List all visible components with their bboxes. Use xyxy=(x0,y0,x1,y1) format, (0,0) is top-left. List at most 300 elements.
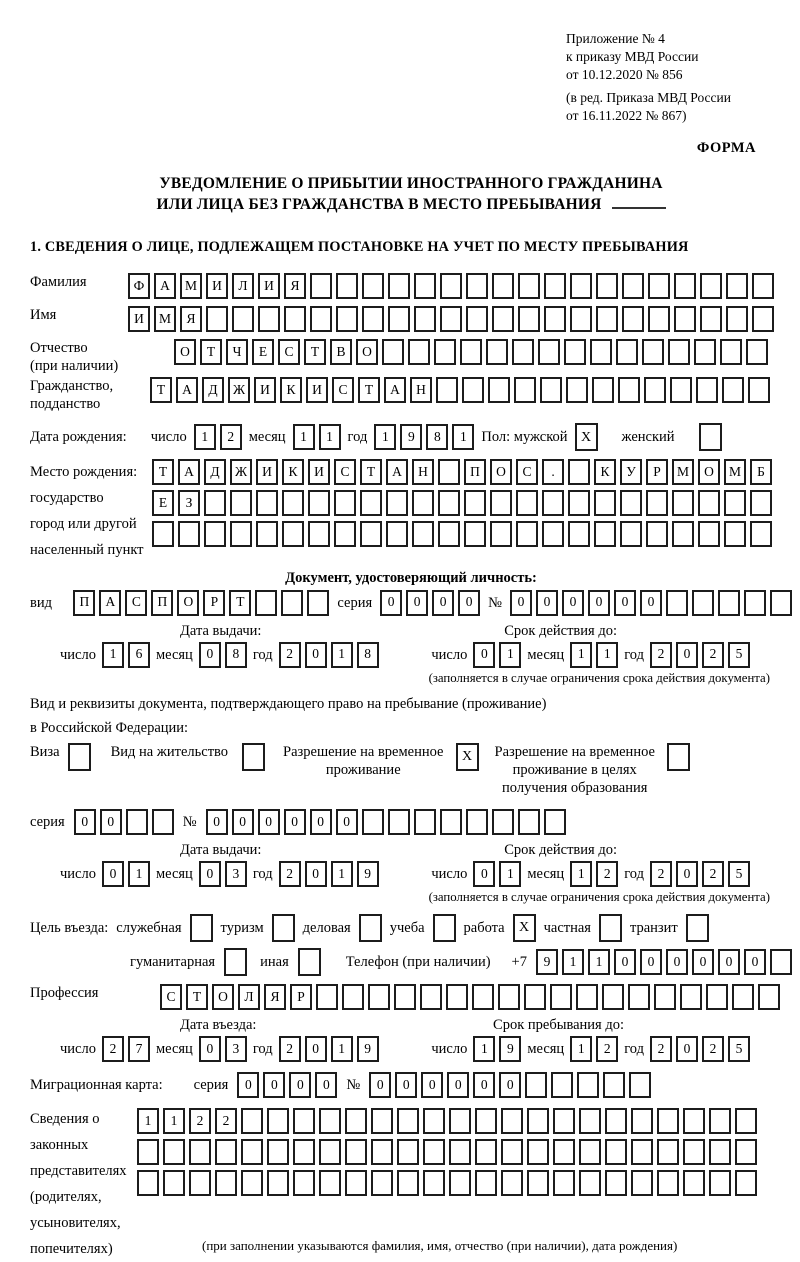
purpose-private-checkbox[interactable] xyxy=(599,914,622,942)
char-cell[interactable] xyxy=(618,377,640,403)
char-cell[interactable] xyxy=(735,1108,757,1134)
char-cell[interactable] xyxy=(564,339,586,365)
char-cell[interactable]: 0 xyxy=(206,809,228,835)
char-cell[interactable] xyxy=(310,273,332,299)
char-cell[interactable]: 2 xyxy=(650,861,672,887)
char-cell[interactable] xyxy=(189,1139,211,1165)
char-cell[interactable]: 0 xyxy=(432,590,454,616)
char-cell[interactable]: 0 xyxy=(676,1036,698,1062)
char-cell[interactable]: Ж xyxy=(230,459,252,485)
char-cell[interactable] xyxy=(752,306,774,332)
char-cell[interactable] xyxy=(486,339,508,365)
char-cell[interactable] xyxy=(527,1108,549,1134)
char-cell[interactable] xyxy=(414,273,436,299)
char-cell[interactable] xyxy=(388,809,410,835)
char-cell[interactable] xyxy=(230,521,252,547)
char-cell[interactable]: 0 xyxy=(369,1072,391,1098)
char-cell[interactable]: А xyxy=(99,590,121,616)
char-cell[interactable] xyxy=(189,1170,211,1196)
char-cell[interactable]: С xyxy=(160,984,182,1010)
char-cell[interactable]: В xyxy=(330,339,352,365)
char-cell[interactable] xyxy=(501,1139,523,1165)
char-cell[interactable] xyxy=(590,339,612,365)
char-cell[interactable] xyxy=(293,1108,315,1134)
char-cell[interactable]: 1 xyxy=(194,424,216,450)
char-cell[interactable]: Т xyxy=(229,590,251,616)
char-cell[interactable] xyxy=(438,521,460,547)
char-cell[interactable] xyxy=(215,1139,237,1165)
char-cell[interactable]: М xyxy=(724,459,746,485)
char-cell[interactable]: 2 xyxy=(220,424,242,450)
purpose-study-checkbox[interactable] xyxy=(433,914,456,942)
purpose-humanitarian-checkbox[interactable] xyxy=(224,948,247,976)
char-cell[interactable] xyxy=(758,984,780,1010)
char-cell[interactable]: 0 xyxy=(100,809,122,835)
char-cell[interactable]: С xyxy=(516,459,538,485)
char-cell[interactable]: 0 xyxy=(74,809,96,835)
char-cell[interactable]: 0 xyxy=(232,809,254,835)
char-cell[interactable] xyxy=(178,521,200,547)
char-cell[interactable] xyxy=(434,339,456,365)
char-cell[interactable]: 1 xyxy=(319,424,341,450)
char-cell[interactable] xyxy=(230,490,252,516)
char-cell[interactable]: 2 xyxy=(702,861,724,887)
char-cell[interactable]: Р xyxy=(203,590,225,616)
char-cell[interactable] xyxy=(538,339,560,365)
char-cell[interactable] xyxy=(620,521,642,547)
char-cell[interactable] xyxy=(440,273,462,299)
char-cell[interactable]: Б xyxy=(750,459,772,485)
char-cell[interactable] xyxy=(540,377,562,403)
char-cell[interactable]: И xyxy=(206,273,228,299)
char-cell[interactable] xyxy=(438,459,460,485)
char-cell[interactable] xyxy=(345,1108,367,1134)
char-cell[interactable] xyxy=(732,984,754,1010)
char-cell[interactable] xyxy=(622,306,644,332)
char-cell[interactable] xyxy=(770,949,792,975)
char-cell[interactable]: 8 xyxy=(225,642,247,668)
char-cell[interactable] xyxy=(726,273,748,299)
char-cell[interactable]: 0 xyxy=(666,949,688,975)
purpose-work-checkbox[interactable]: X xyxy=(513,914,536,942)
char-cell[interactable] xyxy=(466,809,488,835)
char-cell[interactable]: 5 xyxy=(728,642,750,668)
char-cell[interactable]: О xyxy=(177,590,199,616)
char-cell[interactable]: П xyxy=(464,459,486,485)
char-cell[interactable] xyxy=(440,306,462,332)
char-cell[interactable] xyxy=(308,490,330,516)
char-cell[interactable] xyxy=(126,809,148,835)
char-cell[interactable]: О xyxy=(174,339,196,365)
char-cell[interactable] xyxy=(490,490,512,516)
char-cell[interactable]: Д xyxy=(204,459,226,485)
char-cell[interactable]: 0 xyxy=(395,1072,417,1098)
char-cell[interactable]: Т xyxy=(304,339,326,365)
char-cell[interactable]: 0 xyxy=(744,949,766,975)
char-cell[interactable] xyxy=(267,1170,289,1196)
char-cell[interactable] xyxy=(423,1139,445,1165)
char-cell[interactable] xyxy=(256,521,278,547)
char-cell[interactable] xyxy=(724,521,746,547)
char-cell[interactable] xyxy=(436,377,458,403)
char-cell[interactable] xyxy=(206,306,228,332)
char-cell[interactable]: 3 xyxy=(225,1036,247,1062)
char-cell[interactable] xyxy=(464,521,486,547)
char-cell[interactable]: И xyxy=(254,377,276,403)
temp-residence-education-checkbox[interactable] xyxy=(667,743,690,771)
char-cell[interactable] xyxy=(596,273,618,299)
char-cell[interactable] xyxy=(568,459,590,485)
char-cell[interactable] xyxy=(492,306,514,332)
char-cell[interactable] xyxy=(553,1108,575,1134)
char-cell[interactable] xyxy=(241,1108,263,1134)
char-cell[interactable] xyxy=(646,490,668,516)
char-cell[interactable] xyxy=(620,490,642,516)
char-cell[interactable] xyxy=(726,306,748,332)
char-cell[interactable] xyxy=(770,590,792,616)
char-cell[interactable]: М xyxy=(154,306,176,332)
char-cell[interactable]: Ч xyxy=(226,339,248,365)
char-cell[interactable] xyxy=(241,1170,263,1196)
char-cell[interactable] xyxy=(420,984,442,1010)
char-cell[interactable] xyxy=(709,1108,731,1134)
char-cell[interactable] xyxy=(628,984,650,1010)
char-cell[interactable]: Т xyxy=(358,377,380,403)
char-cell[interactable] xyxy=(518,273,540,299)
char-cell[interactable] xyxy=(440,809,462,835)
char-cell[interactable] xyxy=(553,1139,575,1165)
char-cell[interactable] xyxy=(282,490,304,516)
char-cell[interactable]: 1 xyxy=(562,949,584,975)
char-cell[interactable]: 2 xyxy=(650,1036,672,1062)
char-cell[interactable] xyxy=(542,490,564,516)
char-cell[interactable] xyxy=(642,339,664,365)
char-cell[interactable] xyxy=(566,377,588,403)
char-cell[interactable]: 0 xyxy=(305,861,327,887)
char-cell[interactable] xyxy=(414,809,436,835)
char-cell[interactable]: Я xyxy=(284,273,306,299)
char-cell[interactable]: 0 xyxy=(614,949,636,975)
char-cell[interactable] xyxy=(683,1170,705,1196)
char-cell[interactable] xyxy=(423,1170,445,1196)
visa-checkbox[interactable] xyxy=(68,743,91,771)
char-cell[interactable]: Т xyxy=(200,339,222,365)
char-cell[interactable] xyxy=(594,521,616,547)
char-cell[interactable] xyxy=(362,306,384,332)
char-cell[interactable] xyxy=(241,1139,263,1165)
char-cell[interactable] xyxy=(680,984,702,1010)
char-cell[interactable] xyxy=(501,1170,523,1196)
char-cell[interactable] xyxy=(553,1170,575,1196)
char-cell[interactable] xyxy=(446,984,468,1010)
char-cell[interactable]: А xyxy=(154,273,176,299)
char-cell[interactable] xyxy=(648,273,670,299)
char-cell[interactable] xyxy=(700,306,722,332)
char-cell[interactable]: 0 xyxy=(473,642,495,668)
char-cell[interactable] xyxy=(631,1139,653,1165)
char-cell[interactable] xyxy=(449,1139,471,1165)
char-cell[interactable] xyxy=(388,306,410,332)
char-cell[interactable]: И xyxy=(308,459,330,485)
char-cell[interactable] xyxy=(683,1108,705,1134)
char-cell[interactable]: 1 xyxy=(137,1108,159,1134)
char-cell[interactable]: И xyxy=(258,273,280,299)
char-cell[interactable] xyxy=(152,521,174,547)
char-cell[interactable] xyxy=(255,590,277,616)
char-cell[interactable]: 5 xyxy=(728,1036,750,1062)
char-cell[interactable] xyxy=(644,377,666,403)
char-cell[interactable] xyxy=(386,490,408,516)
char-cell[interactable]: 2 xyxy=(596,1036,618,1062)
char-cell[interactable] xyxy=(718,590,740,616)
char-cell[interactable]: Т xyxy=(150,377,172,403)
char-cell[interactable] xyxy=(577,1072,599,1098)
char-cell[interactable]: 1 xyxy=(102,642,124,668)
char-cell[interactable]: П xyxy=(73,590,95,616)
char-cell[interactable]: О xyxy=(698,459,720,485)
char-cell[interactable] xyxy=(700,273,722,299)
char-cell[interactable] xyxy=(414,306,436,332)
char-cell[interactable] xyxy=(412,521,434,547)
char-cell[interactable] xyxy=(360,521,382,547)
char-cell[interactable]: 0 xyxy=(458,590,480,616)
char-cell[interactable]: Д xyxy=(202,377,224,403)
char-cell[interactable] xyxy=(449,1108,471,1134)
char-cell[interactable] xyxy=(215,1170,237,1196)
residence-permit-checkbox[interactable] xyxy=(242,743,265,771)
char-cell[interactable] xyxy=(256,490,278,516)
char-cell[interactable]: А xyxy=(178,459,200,485)
char-cell[interactable]: 0 xyxy=(199,1036,221,1062)
char-cell[interactable] xyxy=(336,306,358,332)
char-cell[interactable] xyxy=(657,1170,679,1196)
char-cell[interactable] xyxy=(750,521,772,547)
char-cell[interactable]: 0 xyxy=(199,642,221,668)
char-cell[interactable]: О xyxy=(490,459,512,485)
char-cell[interactable] xyxy=(605,1108,627,1134)
char-cell[interactable] xyxy=(475,1170,497,1196)
char-cell[interactable] xyxy=(319,1170,341,1196)
char-cell[interactable] xyxy=(570,273,592,299)
char-cell[interactable]: А xyxy=(386,459,408,485)
char-cell[interactable] xyxy=(576,984,598,1010)
char-cell[interactable] xyxy=(735,1170,757,1196)
char-cell[interactable] xyxy=(310,306,332,332)
char-cell[interactable] xyxy=(596,306,618,332)
char-cell[interactable] xyxy=(438,490,460,516)
char-cell[interactable] xyxy=(516,490,538,516)
char-cell[interactable] xyxy=(592,377,614,403)
char-cell[interactable] xyxy=(281,590,303,616)
char-cell[interactable] xyxy=(319,1108,341,1134)
char-cell[interactable] xyxy=(408,339,430,365)
char-cell[interactable]: 2 xyxy=(702,1036,724,1062)
char-cell[interactable]: 1 xyxy=(331,642,353,668)
char-cell[interactable] xyxy=(570,306,592,332)
char-cell[interactable] xyxy=(488,377,510,403)
char-cell[interactable] xyxy=(657,1139,679,1165)
char-cell[interactable] xyxy=(397,1139,419,1165)
char-cell[interactable] xyxy=(674,273,696,299)
char-cell[interactable]: 0 xyxy=(289,1072,311,1098)
char-cell[interactable]: 0 xyxy=(676,642,698,668)
char-cell[interactable]: 1 xyxy=(570,642,592,668)
char-cell[interactable] xyxy=(319,1139,341,1165)
char-cell[interactable] xyxy=(336,273,358,299)
char-cell[interactable] xyxy=(674,306,696,332)
char-cell[interactable]: 2 xyxy=(702,642,724,668)
char-cell[interactable] xyxy=(750,490,772,516)
char-cell[interactable] xyxy=(720,339,742,365)
char-cell[interactable]: 1 xyxy=(570,1036,592,1062)
char-cell[interactable]: 1 xyxy=(570,861,592,887)
char-cell[interactable] xyxy=(544,273,566,299)
char-cell[interactable] xyxy=(722,377,744,403)
char-cell[interactable]: 0 xyxy=(305,1036,327,1062)
char-cell[interactable]: А xyxy=(384,377,406,403)
char-cell[interactable]: 9 xyxy=(499,1036,521,1062)
char-cell[interactable]: 0 xyxy=(718,949,740,975)
char-cell[interactable]: 0 xyxy=(510,590,532,616)
char-cell[interactable]: 0 xyxy=(421,1072,443,1098)
char-cell[interactable]: 0 xyxy=(258,809,280,835)
char-cell[interactable] xyxy=(492,809,514,835)
char-cell[interactable] xyxy=(232,306,254,332)
char-cell[interactable] xyxy=(525,1072,547,1098)
char-cell[interactable]: 2 xyxy=(650,642,672,668)
char-cell[interactable] xyxy=(267,1108,289,1134)
char-cell[interactable]: Ф xyxy=(128,273,150,299)
char-cell[interactable]: П xyxy=(151,590,173,616)
char-cell[interactable] xyxy=(394,984,416,1010)
char-cell[interactable] xyxy=(475,1108,497,1134)
char-cell[interactable]: С xyxy=(278,339,300,365)
char-cell[interactable]: 0 xyxy=(263,1072,285,1098)
char-cell[interactable] xyxy=(631,1108,653,1134)
char-cell[interactable] xyxy=(696,377,718,403)
char-cell[interactable]: 6 xyxy=(128,642,150,668)
char-cell[interactable] xyxy=(527,1170,549,1196)
char-cell[interactable] xyxy=(498,984,520,1010)
char-cell[interactable] xyxy=(388,273,410,299)
char-cell[interactable]: К xyxy=(282,459,304,485)
char-cell[interactable] xyxy=(518,306,540,332)
char-cell[interactable] xyxy=(648,306,670,332)
char-cell[interactable]: 0 xyxy=(310,809,332,835)
char-cell[interactable] xyxy=(423,1108,445,1134)
char-cell[interactable] xyxy=(551,1072,573,1098)
char-cell[interactable]: Л xyxy=(238,984,260,1010)
char-cell[interactable]: К xyxy=(280,377,302,403)
char-cell[interactable] xyxy=(594,490,616,516)
char-cell[interactable]: Я xyxy=(264,984,286,1010)
char-cell[interactable]: 2 xyxy=(279,1036,301,1062)
char-cell[interactable]: 2 xyxy=(189,1108,211,1134)
char-cell[interactable]: 0 xyxy=(447,1072,469,1098)
char-cell[interactable]: 0 xyxy=(588,590,610,616)
char-cell[interactable]: И xyxy=(306,377,328,403)
char-cell[interactable]: З xyxy=(178,490,200,516)
purpose-transit-checkbox[interactable] xyxy=(686,914,709,942)
char-cell[interactable]: 0 xyxy=(473,861,495,887)
char-cell[interactable] xyxy=(345,1139,367,1165)
char-cell[interactable]: 0 xyxy=(199,861,221,887)
char-cell[interactable] xyxy=(386,521,408,547)
char-cell[interactable]: 1 xyxy=(499,861,521,887)
char-cell[interactable] xyxy=(746,339,768,365)
char-cell[interactable] xyxy=(267,1139,289,1165)
purpose-tourism-checkbox[interactable] xyxy=(272,914,295,942)
char-cell[interactable]: С xyxy=(125,590,147,616)
char-cell[interactable] xyxy=(672,490,694,516)
char-cell[interactable]: 0 xyxy=(640,949,662,975)
char-cell[interactable]: 9 xyxy=(357,861,379,887)
char-cell[interactable] xyxy=(524,984,546,1010)
char-cell[interactable]: М xyxy=(180,273,202,299)
char-cell[interactable]: 1 xyxy=(499,642,521,668)
char-cell[interactable]: 5 xyxy=(728,861,750,887)
char-cell[interactable] xyxy=(666,590,688,616)
char-cell[interactable] xyxy=(397,1170,419,1196)
char-cell[interactable] xyxy=(397,1108,419,1134)
char-cell[interactable] xyxy=(137,1170,159,1196)
char-cell[interactable] xyxy=(709,1170,731,1196)
char-cell[interactable] xyxy=(646,521,668,547)
char-cell[interactable]: Р xyxy=(646,459,668,485)
char-cell[interactable] xyxy=(735,1139,757,1165)
char-cell[interactable] xyxy=(371,1108,393,1134)
char-cell[interactable] xyxy=(550,984,572,1010)
char-cell[interactable]: 2 xyxy=(102,1036,124,1062)
char-cell[interactable] xyxy=(412,490,434,516)
char-cell[interactable] xyxy=(368,984,390,1010)
char-cell[interactable]: С xyxy=(334,459,356,485)
char-cell[interactable] xyxy=(163,1139,185,1165)
char-cell[interactable]: К xyxy=(594,459,616,485)
char-cell[interactable]: У xyxy=(620,459,642,485)
char-cell[interactable] xyxy=(605,1139,627,1165)
char-cell[interactable] xyxy=(475,1139,497,1165)
char-cell[interactable] xyxy=(579,1108,601,1134)
char-cell[interactable] xyxy=(163,1170,185,1196)
char-cell[interactable]: 0 xyxy=(315,1072,337,1098)
char-cell[interactable]: . xyxy=(542,459,564,485)
char-cell[interactable]: 1 xyxy=(293,424,315,450)
char-cell[interactable]: Ж xyxy=(228,377,250,403)
char-cell[interactable]: Т xyxy=(152,459,174,485)
char-cell[interactable] xyxy=(137,1139,159,1165)
char-cell[interactable] xyxy=(709,1139,731,1165)
char-cell[interactable]: 1 xyxy=(588,949,610,975)
char-cell[interactable]: 0 xyxy=(499,1072,521,1098)
char-cell[interactable]: 0 xyxy=(102,861,124,887)
char-cell[interactable]: 0 xyxy=(676,861,698,887)
char-cell[interactable] xyxy=(579,1139,601,1165)
char-cell[interactable]: 1 xyxy=(452,424,474,450)
char-cell[interactable] xyxy=(293,1170,315,1196)
char-cell[interactable]: 2 xyxy=(596,861,618,887)
char-cell[interactable]: 1 xyxy=(473,1036,495,1062)
char-cell[interactable]: С xyxy=(332,377,354,403)
char-cell[interactable] xyxy=(605,1170,627,1196)
char-cell[interactable]: 9 xyxy=(400,424,422,450)
char-cell[interactable]: 9 xyxy=(536,949,558,975)
char-cell[interactable] xyxy=(579,1170,601,1196)
char-cell[interactable] xyxy=(204,490,226,516)
char-cell[interactable] xyxy=(460,339,482,365)
char-cell[interactable] xyxy=(382,339,404,365)
char-cell[interactable] xyxy=(616,339,638,365)
